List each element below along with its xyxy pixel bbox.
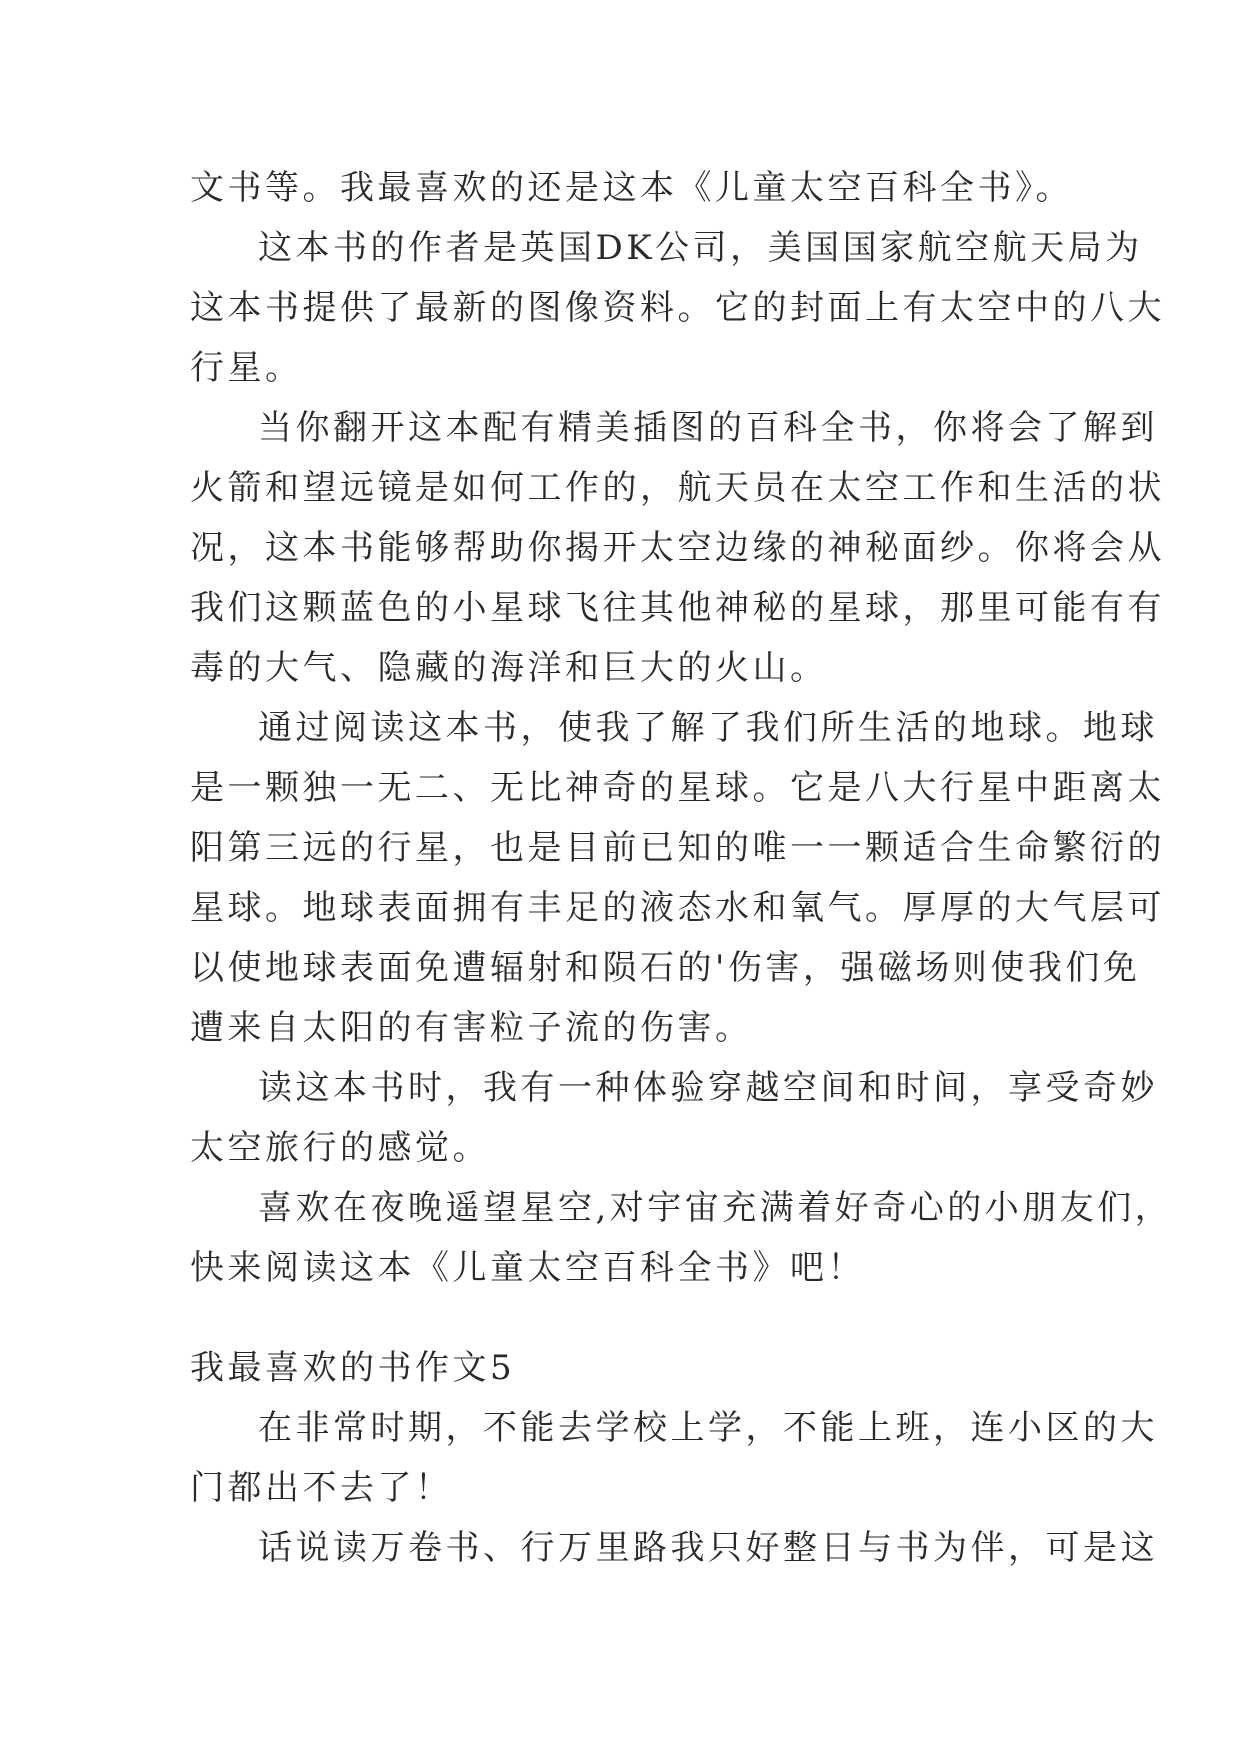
paragraph-first-line: 通过阅读这本书，使我了解了我们所生活的地球。地球 <box>258 708 1158 748</box>
paragraph-first-line: 话说读万卷书、行万里路我只好整日与书为伴，可是这 <box>258 1528 1158 1568</box>
text-line: 门都出不去了！ <box>190 1468 453 1508</box>
paragraph-first-line: 读这本书时，我有一种体验穿越空间和时间，享受奇妙 <box>258 1068 1158 1108</box>
text-line: 以使地球表面免遭辐射和陨石的'伤害，强磁场则使我们免 <box>190 948 1141 988</box>
text-line: 毒的大气、隐藏的海洋和巨大的火山。 <box>190 648 828 688</box>
paragraph-first-line: 这本书的作者是英国DK公司，美国国家航空航天局为 <box>258 228 1143 268</box>
text-line: 快来阅读这本《儿童太空百科全书》吧！ <box>190 1248 865 1288</box>
paragraph-first-line: 当你翻开这本配有精美插图的百科全书，你将会了解到 <box>258 408 1158 448</box>
text-line: 行星。 <box>190 348 303 388</box>
document-page <box>190 158 1173 1578</box>
text-line: 况，这本书能够帮助你揭开太空边缘的神秘面纱。你将会从 <box>190 528 1165 568</box>
section-gap <box>190 1298 1050 1338</box>
text-line: 遭来自太阳的有害粒子流的伤害。 <box>190 1008 753 1048</box>
paragraph-first-line: 喜欢在夜晚遥望星空,对宇宙充满着好奇心的小朋友们， <box>258 1188 1173 1228</box>
text-line: 这本书提供了最新的图像资料。它的封面上有太空中的八大 <box>190 288 1165 328</box>
text-line: 我们这颗蓝色的小星球飞往其他神秘的星球，那里可能有有 <box>190 588 1165 628</box>
text-line: 是一颗独一无二、无比神奇的星球。它是八大行星中距离太 <box>190 768 1165 808</box>
text-line: 阳第三远的行星，也是目前已知的唯一一颗适合生命繁衍的 <box>190 828 1165 868</box>
text-line: 星球。地球表面拥有丰足的液态水和氧气。厚厚的大气层可 <box>190 888 1165 928</box>
text-line: 文书等。我最喜欢的还是这本《儿童太空百科全书》。 <box>190 168 1073 208</box>
text-line: 太空旅行的感觉。 <box>190 1128 490 1168</box>
paragraph-first-line: 在非常时期，不能去学校上学，不能上班，连小区的大 <box>258 1408 1158 1448</box>
section-heading: 我最喜欢的书作文5 <box>190 1348 516 1388</box>
text-line: 火箭和望远镜是如何工作的，航天员在太空工作和生活的状 <box>190 468 1165 508</box>
